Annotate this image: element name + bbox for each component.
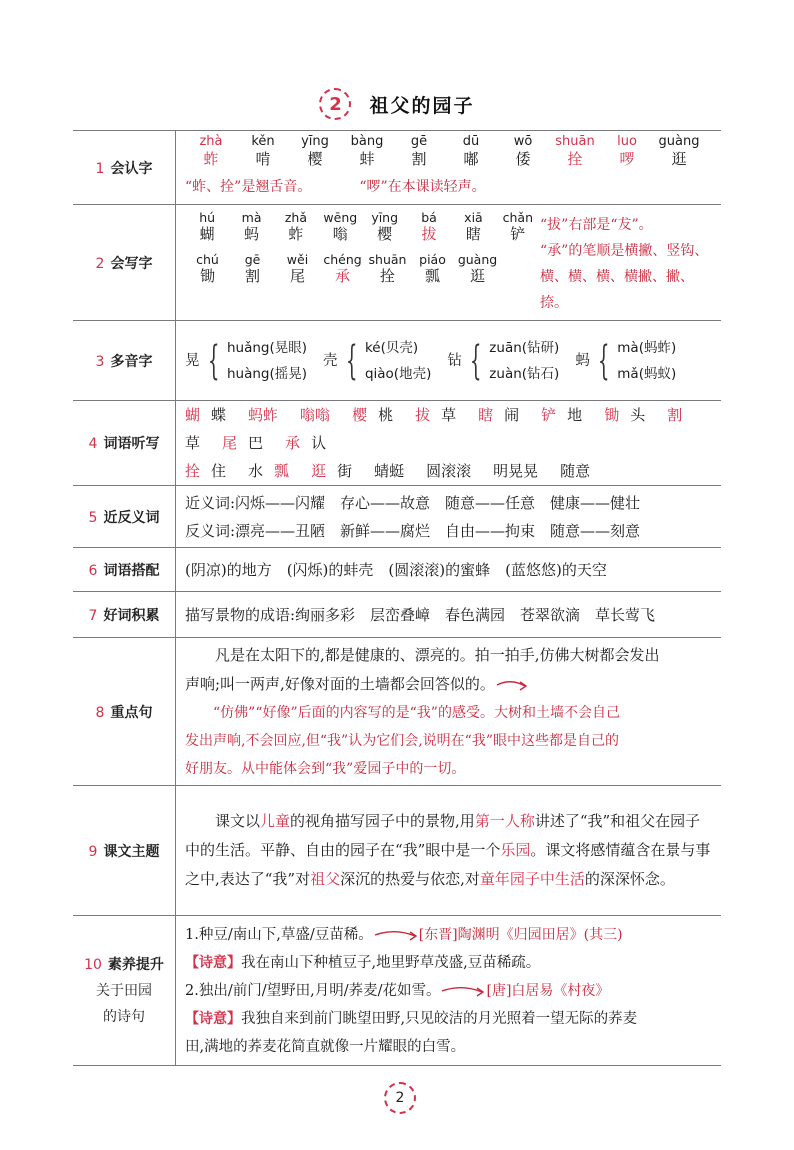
word-part: 随意 [560, 462, 591, 480]
note-text: “啰”在本课读轻声。 [359, 179, 486, 195]
analysis-line: 好朋友。从中能体会到“我”爱园子中的一切。 [185, 760, 466, 777]
reading: zuān(钻研) [489, 339, 560, 356]
row-label: 9 课文主题 [73, 786, 176, 916]
row-poems [73, 916, 721, 1066]
lesson-title: 祖父的园子 [369, 94, 475, 117]
pinyin: yīng [301, 134, 329, 149]
dictation-word [478, 406, 530, 424]
polyphones-content [176, 321, 722, 401]
word-part: 明晃晃 [493, 462, 539, 480]
hanzi: 割 [244, 266, 260, 285]
row-label: 7 好词积累 [73, 592, 176, 638]
pinyin: bá [421, 209, 437, 225]
brace-icon: { [207, 337, 219, 384]
antonym-line: 反义词:漂亮——丑陋 新鲜——腐烂 自由——拘束 随意——刻意 [185, 521, 641, 540]
word-part: 草 [441, 406, 457, 424]
row-label: 5 近反义词 [73, 486, 176, 548]
hanzi: 蚌 [359, 150, 375, 168]
analysis-line: “仿佛”“好像”后面的内容写的是“我”的感受。大树和土墙不会自己 [213, 704, 620, 721]
sentence-line: 凡是在太阳下的,都是健康的、漂亮的。拍一拍手,仿佛大树都会发出 [215, 645, 660, 664]
recognize-chars-content [176, 131, 722, 205]
pinyin-row [185, 252, 540, 267]
polyphone-readings [365, 335, 431, 387]
dictation-word [222, 434, 274, 452]
pinyin: wō [513, 134, 533, 149]
polyphone-char: 蚂 [575, 352, 590, 369]
arrow-icon [440, 982, 486, 1000]
pinyin-row [185, 134, 721, 149]
word-part: 铲 [541, 406, 557, 424]
word-part: 承 [285, 434, 301, 452]
hanzi: 倭 [515, 150, 531, 168]
dictation-word [493, 462, 549, 480]
hanzi: 拔 [421, 224, 437, 243]
collocation-content: (阴凉)的地方 (闪烁)的蚌壳 (圆滚滚)的蜜蜂 (蓝悠悠)的天空 [176, 548, 722, 592]
row-recognize-chars [73, 131, 721, 205]
dictation-content [176, 401, 722, 486]
word-part: 蚂蚱 [248, 406, 279, 424]
word-part: 圆滚滚 [426, 462, 472, 480]
pinyin-row [185, 210, 540, 225]
hanzi: 逛 [671, 150, 687, 168]
word-part: 瞎 [478, 406, 494, 424]
word-line [185, 457, 721, 485]
pinyin: luo [617, 134, 637, 149]
polyphone-readings [617, 335, 676, 387]
hanzi: 蝴 [199, 224, 215, 243]
dictation-word [415, 406, 467, 424]
dictation-word [541, 406, 593, 424]
good-words-content: 描写景物的成语:绚丽多彩 层峦叠嶂 春色满园 苍翠欲滴 草长莺飞 [176, 592, 722, 638]
brace-icon: { [469, 337, 482, 384]
word-part: 头 [630, 406, 646, 424]
hanzi: 瞎 [465, 224, 481, 243]
pinyin: wěi [286, 251, 309, 267]
pinyin: guàng [658, 134, 700, 149]
word-part: 桃 [378, 406, 394, 424]
hanzi: 瓢 [424, 266, 440, 285]
word-part: 地 [567, 406, 583, 424]
page-number: 2 [384, 1082, 416, 1114]
poem-line: 2.独出/前门/望野田,月明/荞麦/花如雪。 [唐]白居易《村夜》 [185, 982, 610, 999]
pinyin: wēng [323, 209, 358, 225]
row-synonyms [73, 486, 721, 548]
pinyin: yīng [371, 209, 399, 225]
row-polyphones [73, 321, 721, 401]
polyphone-item [185, 335, 307, 387]
word-part: 蜻蜓 [374, 462, 405, 480]
dictation-word [311, 462, 363, 480]
hanzi: 逛 [469, 266, 485, 285]
pinyin: chú [196, 251, 219, 267]
polyphone-char: 壳 [323, 352, 338, 369]
pinyin: zhà [199, 134, 223, 149]
row-label: 3 多音字 [73, 321, 176, 401]
dictation-word [285, 434, 337, 452]
note-line [185, 173, 721, 201]
word-part: 草 [185, 434, 201, 452]
polyphone-item [323, 335, 431, 387]
row-label: 10 素养提升 关于田园 的诗句 [73, 916, 176, 1066]
dictation-word [352, 406, 404, 424]
row-label: 1 会认字 [73, 131, 176, 205]
hanzi: 啰 [619, 150, 635, 168]
word-line [185, 401, 721, 457]
lesson-header [0, 86, 794, 122]
row-label: 6 词语搭配 [73, 548, 176, 592]
hanzi: 拴 [379, 266, 395, 285]
reading: mǎ(蚂蚁) [617, 365, 677, 382]
polyphone-char: 钻 [447, 352, 462, 369]
hanzi: 铲 [510, 224, 526, 243]
hanzi: 樱 [377, 224, 393, 243]
reading: mà(蚂蚱) [617, 339, 677, 356]
lesson-number-badge: 2 [319, 88, 351, 120]
study-table [73, 130, 721, 1066]
synonym-line: 近义词:闪烁——闪耀 存心——故意 随意——任意 健康——健壮 [185, 493, 641, 512]
arrow-icon [373, 926, 419, 944]
word-part: 街 [337, 462, 353, 480]
row-label: 2 会写字 [73, 205, 176, 321]
pinyin: gē [244, 251, 261, 267]
char-row [185, 225, 540, 244]
word-part: 巴 [248, 434, 264, 452]
hanzi: 嗡 [332, 224, 348, 243]
word-part: 蝴 [185, 406, 201, 424]
hanzi: 蚱 [288, 224, 304, 243]
analysis-line: 发出声响,不会回应,但“我”认为它们会,说明在“我”眼中这些都是自己的 [185, 732, 619, 749]
dictation-word [374, 462, 415, 480]
polyphone-readings [489, 335, 559, 387]
row-key-sentence [73, 638, 721, 786]
word-part: 割 [667, 406, 683, 424]
word-part: 锄 [604, 406, 620, 424]
word-part: 嗡嗡 [300, 406, 331, 424]
poem-line: 1.种豆/南山下,草盛/豆苗稀。 [东晋]陶渊明《归园田居》(其三) [185, 926, 623, 943]
key-sentence-content [176, 638, 722, 786]
char-row [185, 149, 721, 169]
char-row [185, 267, 540, 286]
pinyin: bàng [350, 134, 384, 149]
word-part: 尾 [222, 434, 238, 452]
pinyin: dū [462, 134, 480, 149]
dictation-word [300, 406, 341, 424]
row-theme [73, 786, 721, 916]
hanzi: 承 [334, 266, 350, 285]
dictation-word [560, 462, 601, 480]
word-part: 瓢 [274, 462, 290, 480]
meaning-line: 【诗意】我独自来到前门眺望田野,只见皎洁的月光照着一望无际的荞麦 [185, 1010, 638, 1027]
brace-icon: { [345, 337, 357, 384]
dictation-word [248, 462, 300, 480]
row-write-chars [73, 205, 721, 321]
hanzi: 拴 [567, 150, 583, 168]
pinyin: guàng [457, 251, 498, 267]
pinyin: kěn [251, 134, 275, 149]
hanzi: 割 [411, 150, 427, 168]
hanzi: 蚂 [244, 224, 260, 243]
polyphone-item [447, 335, 559, 387]
pinyin: hú [199, 209, 216, 225]
dictation-word [185, 462, 237, 480]
pinyin: shuān [368, 251, 407, 267]
reading: huàng(摇晃) [226, 365, 307, 382]
word-part: 樱 [352, 406, 368, 424]
pinyin: mà [241, 209, 262, 225]
pinyin: gē [410, 134, 428, 149]
reading: zuàn(钻石) [489, 365, 560, 382]
word-part: 逛 [311, 462, 327, 480]
sentence-line: 声响;叫一两声,好像对面的土墙都会回答似的。 [185, 670, 721, 699]
word-part: 拔 [415, 406, 431, 424]
pinyin: zhǎ [284, 209, 308, 225]
dictation-word [604, 406, 656, 424]
word-part: 闹 [504, 406, 520, 424]
note-text: “蚱、拴”是翘舌音。 [185, 179, 312, 195]
polyphone-char: 晃 [185, 352, 200, 369]
hanzi: 樱 [307, 150, 323, 168]
polyphone-item [575, 335, 676, 387]
row-dictation [73, 401, 721, 486]
polyphone-readings [227, 335, 307, 387]
dictation-word [426, 462, 482, 480]
meaning-line: 【诗意】我在南山下种植豆子,地里野草茂盛,豆苗稀疏。 [185, 954, 541, 971]
hanzi: 蚱 [203, 150, 219, 168]
hanzi: 嘟 [463, 150, 479, 168]
theme-paragraph: 课文以儿童的视角描写园子中的景物,用第一人称讲述了“我”和祖父在园子中的生活。平静、自由的园子在“我”眼中是一个乐园。课文将感情蕴含在景与事之中,表达了“我”对祖父深沉的热爱与依恋,对童年园子中生活的深深怀念。 [185, 812, 711, 888]
row-label: 4 词语听写 [73, 401, 176, 486]
pinyin: xiā [464, 209, 483, 225]
row-collocation [73, 548, 721, 592]
synonyms-content [176, 486, 722, 548]
row-good-words [73, 592, 721, 638]
word-part: 水 [248, 462, 264, 480]
reading: huǎng(晃眼) [226, 339, 307, 356]
word-part: 认 [311, 434, 327, 452]
pinyin: chéng [323, 251, 362, 267]
brace-icon: { [597, 337, 610, 384]
pinyin: piáo [419, 251, 446, 267]
reading: qiào(地壳) [364, 365, 432, 382]
reading: ké(贝壳) [364, 339, 419, 356]
word-part: 住 [211, 462, 227, 480]
word-part: 蝶 [211, 406, 227, 424]
write-chars-content [176, 205, 722, 321]
dictation-word [185, 406, 237, 424]
pinyin: shuān [555, 134, 595, 149]
hanzi: 锄 [199, 266, 215, 285]
hanzi: 尾 [289, 266, 305, 285]
word-part: 拴 [185, 462, 201, 480]
meaning-line: 田,满地的荞麦花简直就像一片耀眼的白雪。 [185, 1038, 466, 1055]
dictation-word [248, 406, 289, 424]
stroke-notes: “拔”右部是“犮”。 “承”的笔顺是横撇、竖钩、 横、横、横、横撇、撇、捺。 [540, 216, 709, 311]
hanzi: 啃 [255, 150, 271, 168]
arrow-icon [495, 676, 529, 694]
row-label: 8 重点句 [73, 638, 176, 786]
poems-content [176, 916, 722, 1066]
theme-content [176, 786, 722, 916]
pinyin: chǎn [502, 209, 533, 225]
